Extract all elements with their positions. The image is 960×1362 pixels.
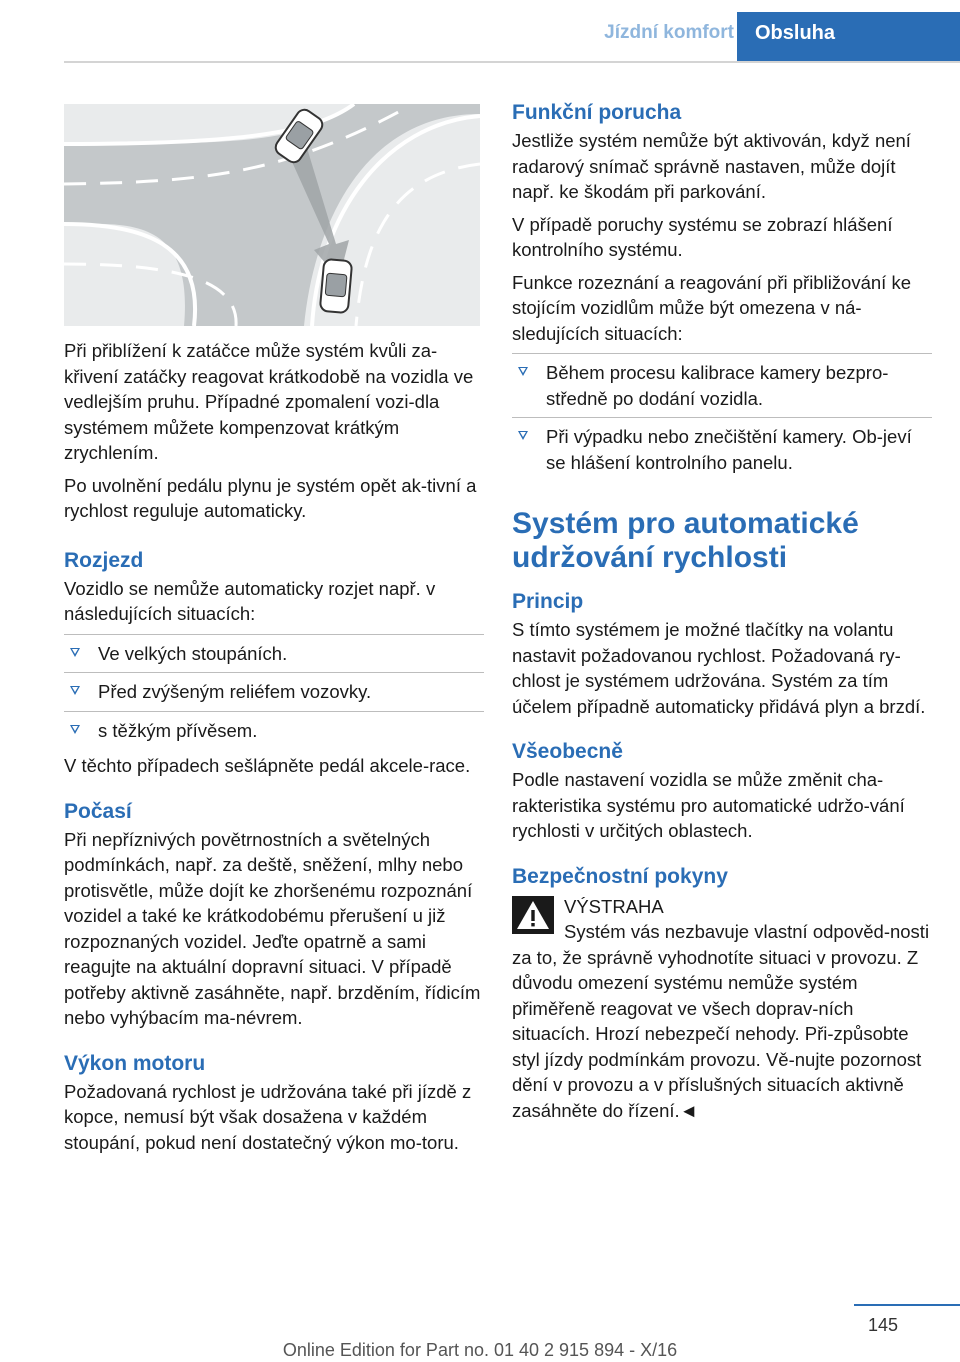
- bullet-triangle-icon: [518, 431, 528, 440]
- caption-paragraph-2: Po uvolnění pedálu plynu je systém opět ak‐tivní a rychlost reguluje automaticky.: [64, 474, 477, 521]
- edition-note: Online Edition for Part no. 01 40 2 915 894 - X/16: [282, 1340, 678, 1360]
- list-item: [64, 672, 484, 711]
- heading-princip: Princip: [512, 590, 584, 613]
- caption-paragraph-1: Při přiblížení k zatáčce může systém kvůli za‐křivení zatáčky reagovat krátkodobě na vozidla ve vedlejším pruhu. Případné zpomalení vozi‐dla systémem můžete kompenzovat krátkým zrychlením.: [64, 340, 474, 463]
- porucha-paragraph-1: Jestliže systém nemůže být aktivován, když není radarový snímač správně nastaven, může dojít např. ke škodám při parkování.: [512, 130, 911, 202]
- bullet-triangle-icon: [518, 367, 528, 376]
- heading-funkcni-porucha: Funkční porucha: [512, 101, 682, 124]
- pocasi-text: Při nepříznivých povětrnostních a světelných podmínkách, např. za deště, sněžení, mlhy nebo protisvětle, může dojít ke zhoršenému rozpoznání vozidel a také ke krátkodobému přerušení u již rozpoznaných vozidel. Jeďte opatrně a sami reagujte na aktuální dopravní situaci. V případě potřeby aktivně zasáhněte, např. brzděním, řídicím nebo vyhýbacím ma‐névrem.: [64, 828, 481, 1028]
- list-item-text: s těžkým přívěsem.: [98, 719, 258, 741]
- heading-system-udrzovani: Systém pro automatické udržování rychlosti: [512, 507, 859, 574]
- header-chapter-tab: Obsluha: [737, 12, 960, 62]
- heading-vykon-motoru: Výkon motoru: [64, 1051, 206, 1075]
- rozjezd-list: [64, 634, 484, 750]
- list-item: [512, 353, 932, 417]
- bullet-triangle-icon: [70, 686, 80, 695]
- page-header: [0, 0, 960, 62]
- rozjezd-intro: Vozidlo se nemůže automaticky rozjet např. v následujících situacích:: [64, 577, 436, 624]
- heading-vseobecne: Všeobecně: [512, 740, 623, 763]
- warning-triangle-icon: [512, 896, 554, 934]
- list-item: [64, 711, 484, 750]
- bullet-triangle-icon: [70, 648, 80, 657]
- header-section-title: Jízdní komfort: [604, 22, 734, 43]
- warning-box: [512, 894, 932, 1124]
- list-item: [64, 634, 484, 673]
- bullet-triangle-icon: [70, 725, 80, 734]
- warning-text: Systém vás nezbavuje vlastní odpověd‐nosti za to, že správně vyhodnotíte situaci v provozu. Z důvodu omezení systému nemůže systém přiměřeně reagovat ve všech doprav‐ních situacích. Hrozí nebezpečí nehody. Při‐způsobte styl jízdy podmínkám provozu. Vě‐nujte pozornost dění v provozu a v příslušných situacích aktivně zasáhněte do řízení.◄: [512, 921, 930, 1121]
- list-item-text: Při výpadku nebo znečištění kamery. Ob‐jeví se hlášení kontrolního panelu.: [546, 426, 912, 473]
- list-item-text: Ve velkých stoupáních.: [98, 642, 288, 664]
- header-divider: [64, 61, 960, 63]
- porucha-paragraph-2: V případě poruchy systému se zobrazí hlášení kontrolního systému.: [512, 213, 893, 260]
- curve-road-illustration: [64, 104, 480, 326]
- vseobecne-text: Podle nastavení vozidla se může změnit cha‐rakteristika systému pro automatické udržo‐vání rychlosti v určitých oblastech.: [512, 769, 905, 841]
- heading-bezpecnostni-pokyny: Bezpečnostní pokyny: [512, 864, 728, 888]
- porucha-paragraph-3: Funkce rozeznání a reagování při přibližování ke stojícím vozidlům může být omezena v ná‐sledujících situacích:: [512, 271, 911, 344]
- porucha-list: [512, 353, 932, 481]
- warning-title: VÝSTRAHA: [564, 895, 664, 917]
- page-footer: [0, 1300, 960, 1362]
- list-item-text: Před zvýšeným reliéfem vozovky.: [98, 681, 372, 702]
- left-column: [64, 104, 484, 1162]
- footer-divider: [854, 1304, 960, 1306]
- page-number: 145: [867, 1315, 898, 1335]
- curve-road-svg: [64, 104, 480, 326]
- right-column: [512, 100, 932, 1123]
- list-item: [512, 417, 932, 481]
- rozjezd-outro: V těchto případech sešlápněte pedál akcele‐race.: [64, 755, 471, 776]
- heading-pocasi: Počasí: [64, 799, 132, 823]
- princip-text: S tímto systémem je možné tlačítky na volantu nastavit požadovanou rychlost. Požadovaná ry‐chlost je systémem udržována. Systém za tím účelem případně automaticky přidává plyn a brzdí.: [512, 619, 926, 717]
- heading-rozjezd: Rozjezd: [64, 548, 144, 572]
- vykon-text: Požadovaná rychlost je udržována také při jízdě z kopce, nemusí být však dosažena v každém stoupání, pokud není dostatečný výkon mo‐toru.: [64, 1080, 472, 1153]
- list-item-text: Během procesu kalibrace kamery bezpro‐středně po dodání vozidla.: [546, 362, 889, 409]
